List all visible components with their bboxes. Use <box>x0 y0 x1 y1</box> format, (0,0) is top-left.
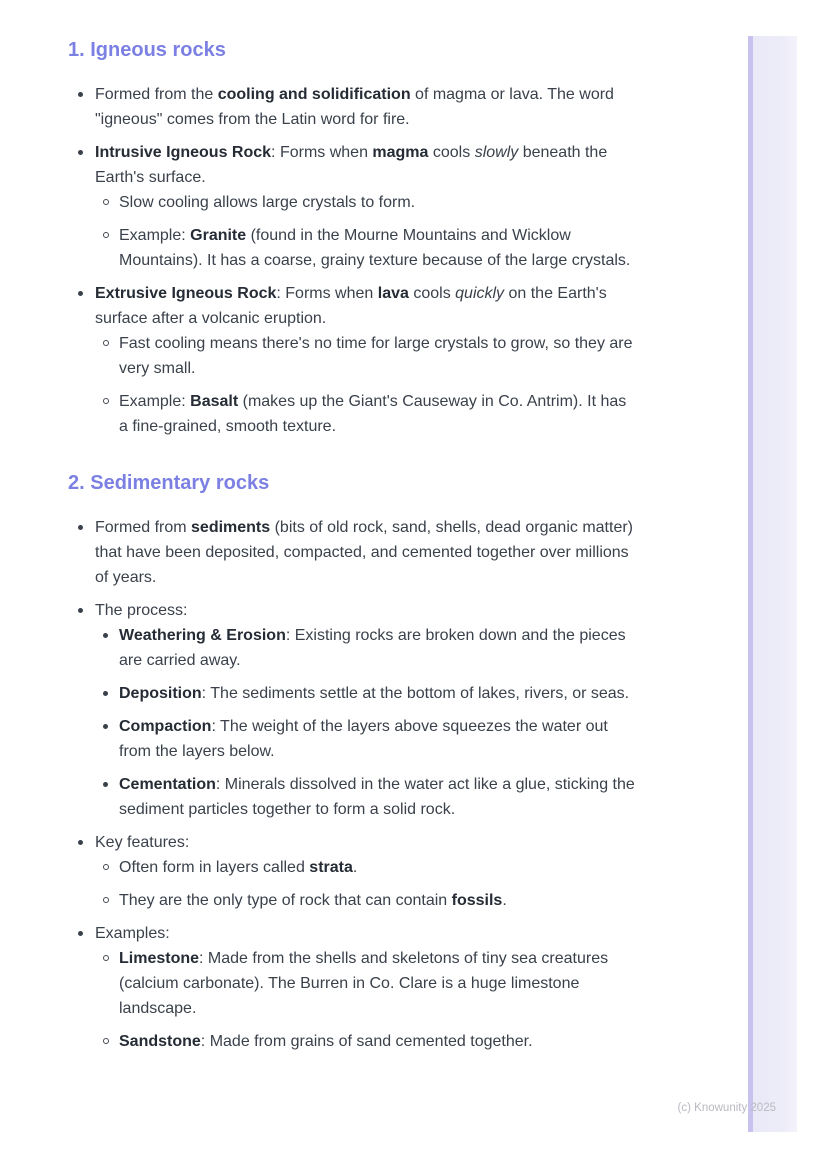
list-item-text <box>95 830 638 855</box>
list-item-text <box>119 855 638 880</box>
plain-text: : Forms when <box>276 285 378 302</box>
italic-text: slowly <box>474 144 519 161</box>
bullet-list <box>68 82 638 439</box>
sub-bullet-list <box>95 623 638 822</box>
disc-bullet-icon <box>78 931 83 936</box>
bold-text: sediments <box>191 519 271 536</box>
plain-text: They are the only type of rock that can contain <box>119 892 452 909</box>
plain-text: : Minerals dissolved in the water act like a glue, sticking the sediment particles together to form a solid rock. <box>119 776 635 818</box>
list-item <box>95 946 638 1021</box>
list-item-text <box>119 772 638 822</box>
circle-bullet-icon <box>103 955 109 961</box>
sub-bullet-list <box>95 946 638 1054</box>
sub-bullet-list <box>95 331 638 439</box>
list-item <box>68 598 638 822</box>
plain-text: beneath the Earth's surface. <box>95 144 608 186</box>
bold-text: Compaction <box>119 718 212 735</box>
list-item-text <box>119 888 638 913</box>
plain-text: The process: <box>95 602 188 619</box>
list-item <box>95 714 638 764</box>
bold-text: Weathering & Erosion <box>119 627 286 644</box>
disc-bullet-icon <box>103 724 108 729</box>
disc-bullet-icon <box>78 92 83 97</box>
disc-bullet-icon <box>103 633 108 638</box>
bold-text: Limestone <box>119 950 200 967</box>
bold-text: magma <box>372 144 429 161</box>
list-item-text <box>119 623 638 673</box>
circle-bullet-icon <box>103 199 109 205</box>
page-edge-highlight-panel <box>748 36 797 1132</box>
plain-text: Example: <box>119 393 191 410</box>
notes-content <box>68 38 638 1062</box>
list-item <box>95 190 638 215</box>
list-item-text <box>119 714 638 764</box>
bold-text: Deposition <box>119 685 202 702</box>
bold-text: Sandstone <box>119 1033 201 1050</box>
bold-text: Cementation <box>119 776 216 793</box>
list-item-text <box>119 1029 638 1054</box>
list-item-text <box>95 598 638 623</box>
list-item <box>68 830 638 913</box>
plain-text: (bits of old rock, sand, shells, dead organic matter) that have been deposited, compacted, and cemented together over millions of years. <box>95 519 633 586</box>
list-item-text <box>119 946 638 1021</box>
disc-bullet-icon <box>78 840 83 845</box>
circle-bullet-icon <box>103 897 109 903</box>
list-item <box>95 681 638 706</box>
plain-text: Examples: <box>95 925 170 942</box>
list-item <box>68 921 638 1054</box>
plain-text: : The sediments settle at the bottom of lakes, rivers, or seas. <box>201 685 630 702</box>
list-item-text <box>95 921 638 946</box>
plain-text: : Forms when <box>271 144 373 161</box>
section-heading: 2. Sedimentary rocks <box>68 472 270 494</box>
circle-bullet-icon <box>103 232 109 238</box>
list-item <box>68 281 638 439</box>
plain-text: Fast cooling means there's no time for large crystals to grow, so they are very small. <box>119 335 633 377</box>
list-item <box>68 82 638 132</box>
list-item-text <box>119 681 638 706</box>
plain-text: : Made from the shells and skeletons of tiny sea creatures (calcium carbonate). The Burren in Co. Clare is a huge limestone landscape. <box>119 950 609 1017</box>
disc-bullet-icon <box>78 608 83 613</box>
sub-bullet-list <box>95 855 638 913</box>
disc-bullet-icon <box>78 525 83 530</box>
disc-bullet-icon <box>103 782 108 787</box>
list-item <box>95 223 638 273</box>
circle-bullet-icon <box>103 340 109 346</box>
disc-bullet-icon <box>103 691 108 696</box>
bold-text: fossils <box>451 892 503 909</box>
sub-bullet-list <box>95 190 638 273</box>
list-item <box>95 389 638 439</box>
bold-text: strata <box>309 859 353 876</box>
list-item-text <box>95 140 638 190</box>
bold-text: cooling and solidification <box>217 86 411 103</box>
list-item <box>68 140 638 273</box>
plain-text: (found in the Mourne Mountains and Wicklow Mountains). It has a coarse, grainy texture because of the large crystals. <box>119 227 631 269</box>
list-item-text <box>119 223 638 273</box>
list-item <box>95 331 638 381</box>
list-item-text <box>95 82 638 132</box>
circle-bullet-icon <box>103 864 109 870</box>
notes-section <box>68 471 638 1054</box>
plain-text: Slow cooling allows large crystals to form. <box>119 194 416 211</box>
bold-text: Intrusive Igneous Rock <box>95 144 272 161</box>
plain-text: of magma or lava. The word "igneous" comes from the Latin word for fire. <box>95 86 614 128</box>
italic-text: quickly <box>455 285 505 302</box>
bold-text: Extrusive Igneous Rock <box>95 285 277 302</box>
bold-text: Basalt <box>190 393 239 410</box>
plain-text: . <box>352 859 358 876</box>
circle-bullet-icon <box>103 398 109 404</box>
plain-text: : Existing rocks are broken down and the pieces are carried away. <box>119 627 626 669</box>
list-item-text <box>119 389 638 439</box>
plain-text: Formed from the <box>95 86 218 103</box>
list-item <box>95 623 638 673</box>
plain-text: (makes up the Giant's Causeway in Co. Antrim). It has a fine-grained, smooth texture. <box>119 393 627 435</box>
plain-text: Often form in layers called <box>119 859 310 876</box>
disc-bullet-icon <box>78 291 83 296</box>
disc-bullet-icon <box>78 150 83 155</box>
circle-bullet-icon <box>103 1038 109 1044</box>
list-item <box>95 888 638 913</box>
list-item-text <box>119 331 638 381</box>
plain-text: : The weight of the layers above squeezes the water out from the layers below. <box>119 718 608 760</box>
watermark: (c) Knowunity 2025 <box>677 1102 776 1114</box>
bold-text: Granite <box>190 227 247 244</box>
list-item <box>95 1029 638 1054</box>
list-item-text <box>95 515 638 590</box>
plain-text: : Made from grains of sand cemented together. <box>200 1033 533 1050</box>
plain-text: Formed from <box>95 519 192 536</box>
plain-text: on the Earth's surface after a volcanic eruption. <box>95 285 607 327</box>
list-item <box>68 515 638 590</box>
list-item-text <box>95 281 638 331</box>
list-item <box>95 855 638 880</box>
bold-text: lava <box>377 285 409 302</box>
plain-text: cools <box>428 144 475 161</box>
plain-text: . <box>502 892 507 909</box>
notes-section <box>68 38 638 439</box>
list-item-text <box>119 190 638 215</box>
plain-text: cools <box>408 285 456 302</box>
plain-text: Key features: <box>95 834 190 851</box>
section-heading: 1. Igneous rocks <box>68 39 226 61</box>
bullet-list <box>68 515 638 1054</box>
plain-text: Example: <box>119 227 191 244</box>
list-item <box>95 772 638 822</box>
